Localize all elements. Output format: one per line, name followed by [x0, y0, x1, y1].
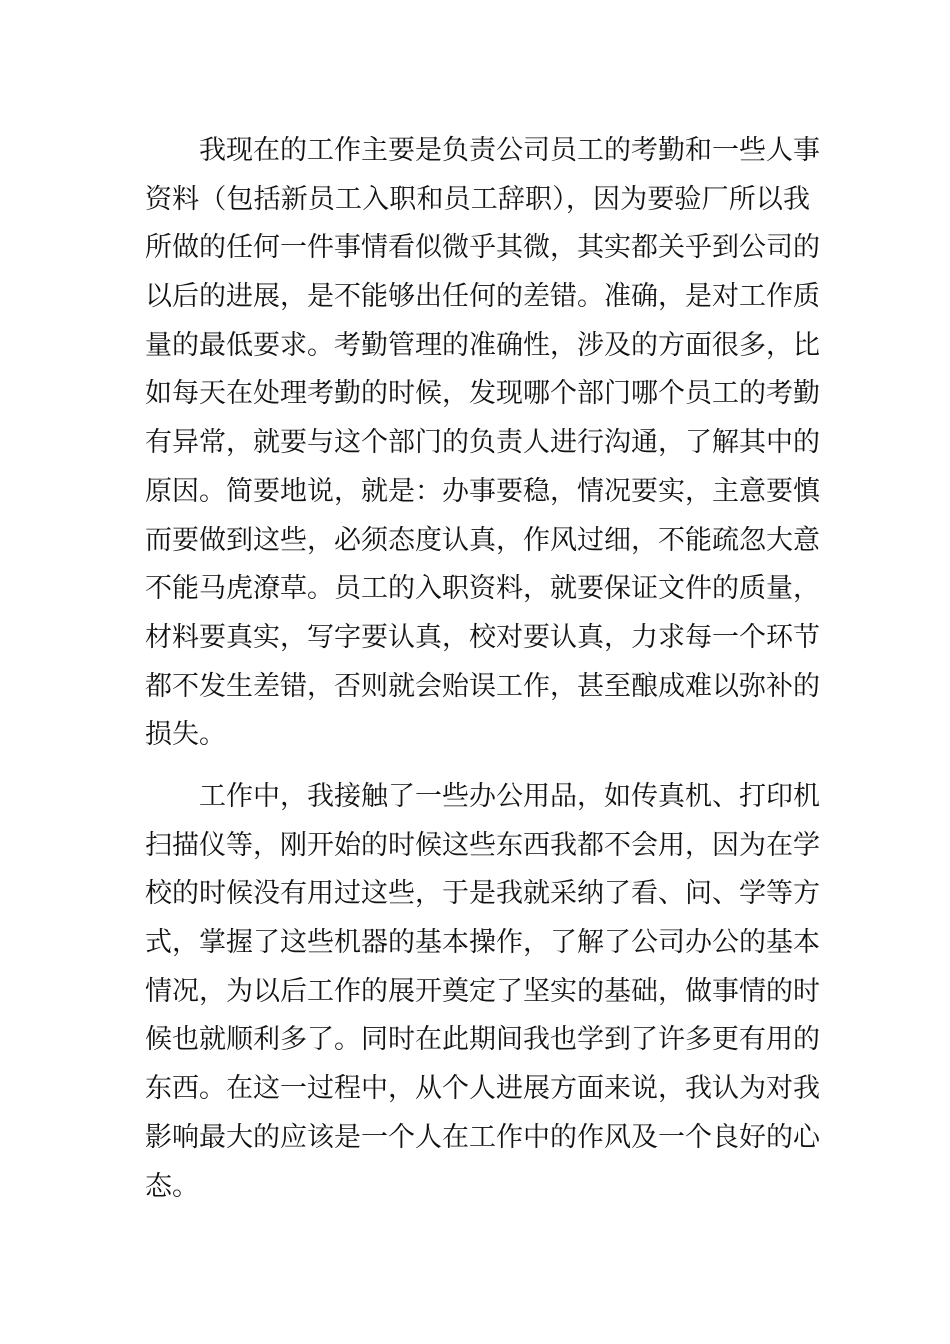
paragraph-line: 工作中，我接触了一些办公用品，如传真机、打印机 [199, 781, 820, 812]
paragraph-line: 有异常，就要与这个部门的负责人进行沟通，了解其中的 [145, 427, 820, 459]
paragraph-line: 资料（包括新员工入职和员工辞职），因为要验厂所以我 [145, 183, 810, 215]
paragraph-line: 损失。 [145, 719, 226, 751]
paragraph-attendance [145, 127, 820, 760]
paragraph-line: 影响最大的应该是一个人在工作中的作风及一个良好的心 [145, 1121, 820, 1153]
paragraph-line: 情况，为以后工作的展开奠定了坚实的基础，做事情的时 [145, 975, 820, 1007]
paragraph-line: 候也就顺利多了。同时在此期间我也学到了许多更有用的 [145, 1024, 820, 1056]
paragraph-line: 都不发生差错，否则就会贻误工作，甚至酿成难以弥补的 [145, 670, 820, 702]
paragraph-line: 扫描仪等，刚开始的时候这些东西我都不会用，因为在学 [145, 829, 820, 861]
paragraph-office-equipment [145, 773, 820, 1211]
paragraph-line: 不能马虎潦草。员工的入职资料，就要保证文件的质量， [145, 573, 820, 605]
paragraph-line: 所做的任何一件事情看似微乎其微，其实都关乎到公司的 [145, 232, 820, 264]
paragraph-line: 材料要真实，写字要认真，校对要认真，力求每一个环节 [145, 621, 820, 653]
paragraph-line: 式，掌握了这些机器的基本操作，了解了公司办公的基本 [145, 927, 820, 959]
paragraph-line: 原因。简要地说，就是：办事要稳，情况要实，主意要慎 [145, 475, 820, 507]
paragraph-line: 以后的进展，是不能够出任何的差错。准确，是对工作质 [145, 281, 820, 313]
paragraph-line: 如每天在处理考勤的时候，发现哪个部门哪个员工的考勤 [145, 378, 820, 410]
paragraph-line: 东西。在这一过程中，从个人进展方面来说，我认为对我 [145, 1073, 820, 1105]
paragraph-line: 校的时候没有用过这些，于是我就采纳了看、问、学等方 [145, 878, 820, 910]
paragraph-line: 而要做到这些，必须态度认真，作风过细，不能疏忽大意 [145, 524, 820, 556]
paragraph-line: 态。 [145, 1170, 199, 1202]
paragraph-line: 量的最低要求。考勤管理的准确性，涉及的方面很多，比 [145, 329, 820, 361]
paragraph-line: 我现在的工作主要是负责公司员工的考勤和一些人事 [199, 135, 820, 166]
